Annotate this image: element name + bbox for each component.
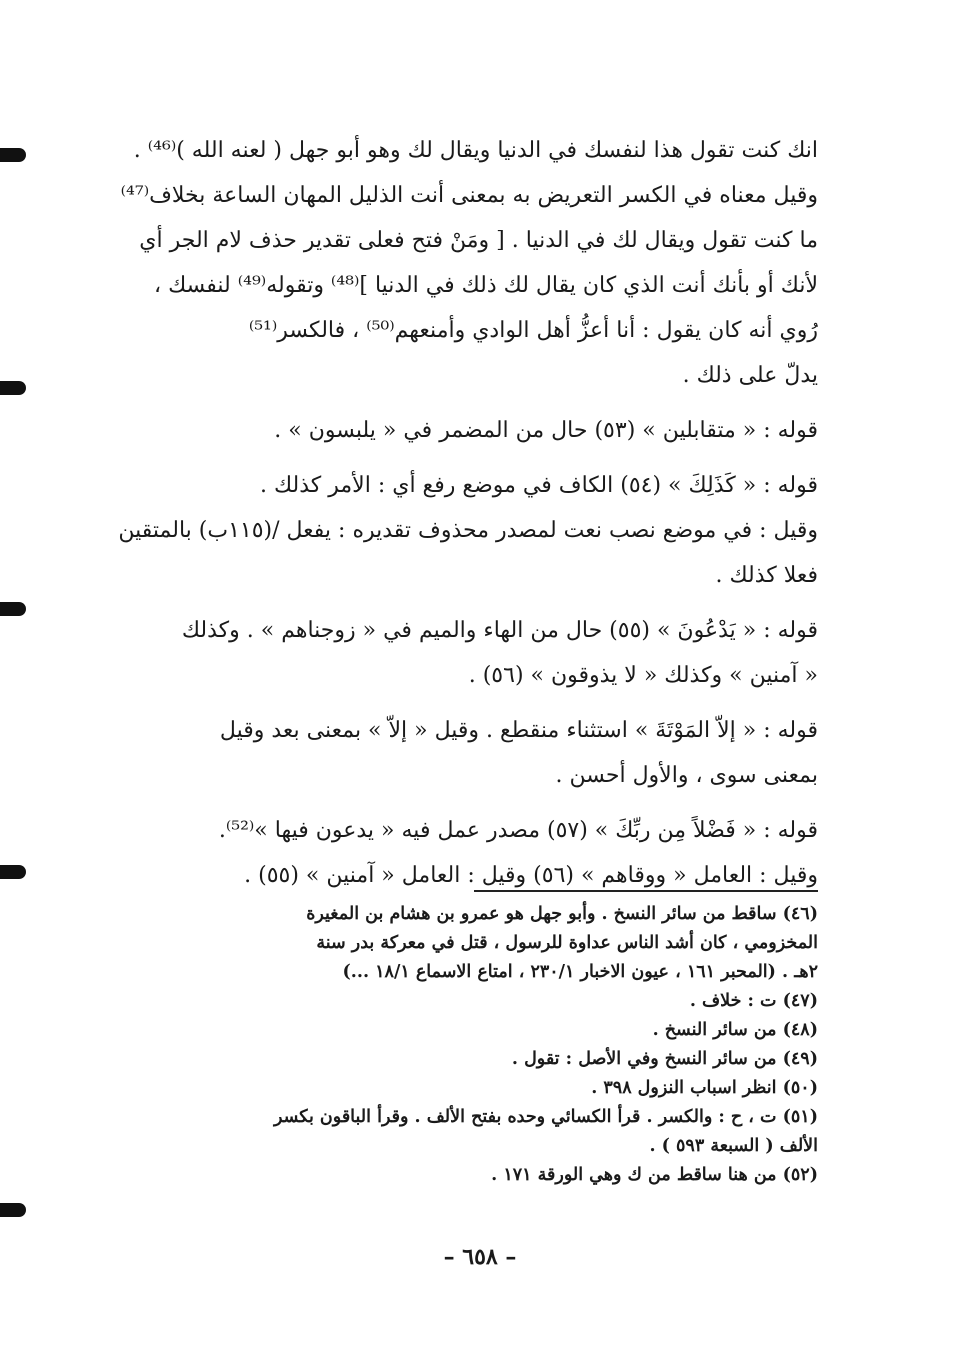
text-line: قوله : « إلاّ المَوْتَةَ » استثناء منقطع . وقيل « إلاّ » بمعنى بعد وقيل (219, 718, 818, 743)
footnote-line: (٥١) ت ، ح : والكسر . قرأ الكسائي وحده بفتح الألف . وقرأ الباقون بكسر (274, 1107, 818, 1127)
page-edge-mark (0, 865, 26, 879)
text-line: لأنك أو بأنك أنت الذي كان يقال لك ذلك في الدنيا ]⁽⁴⁸⁾ وتقوله⁽⁴⁹⁾ لنفسك ، (154, 273, 818, 298)
footnote-line: الألف ( السبعة ٥٩٣ ) . (649, 1136, 818, 1156)
text-line: قوله : « يَدْعُونَ » (٥٥) حال من الهاء والميم في « زوجناهم » . وكذلك (181, 618, 818, 643)
footnote-line: (٤٦) ساقط من سائر النسخ . وأبو جهل هو عمرو بن هشام بن المغيرة (306, 904, 818, 924)
footnote-line: المخزومي ، كان أشد الناس عداوة للرسول ، قتل في معركة بدر سنة (316, 933, 818, 953)
page-number: – ٦٥٨ – (443, 1244, 517, 1270)
footnote-47 (118, 987, 818, 1016)
footnote-line: (٥٢) من هنا ساقط من ك وهي الورقة ١٧١ . (491, 1165, 818, 1185)
footnote-46 (118, 900, 818, 987)
footnote-line: (٥٠) انظر اسباب النزول ٣٩٨ . (591, 1078, 818, 1098)
text-line: قوله : « كَذَلِكَ » (٥٤) الكاف في موضع رفع أي : الأمر كذلك . (260, 473, 818, 498)
paragraph (118, 408, 818, 453)
text-line: قوله : « فَضْلاً مِن ربِّكَ » (٥٧) مصدر عمل فيه « يدعون فيها »⁽⁵²⁾. (218, 818, 818, 843)
text-line: وقيل : العامل « ووقاهم » (٥٦) وقيل : العامل « آمنين » (٥٥) . (244, 863, 818, 888)
footnote-line: (٤٨) من سائر النسخ . (652, 1020, 818, 1040)
paragraph (118, 708, 818, 798)
text-line: يدلّ على ذلك . (682, 363, 818, 388)
text-line: فعلا كذلك . (715, 563, 818, 588)
footnote-line: (٤٧) ت : خلاف . (689, 991, 818, 1011)
paragraph (118, 128, 818, 398)
text-line: قوله : « متقابلين » (٥٣) حال من المضمر في « يلبسون » . (274, 418, 818, 443)
text-line: بمعنى سوى ، والأول أحسن . (555, 763, 818, 788)
text-line: رُوي أنه كان يقول : أنا أعزُّ أهل الوادي وأمنعهم⁽⁵⁰⁾ ، فالكسر⁽⁵¹⁾ (248, 318, 818, 343)
footnote-51 (118, 1103, 818, 1161)
page-edge-mark (0, 602, 26, 616)
paragraph (118, 608, 818, 698)
text-line: وقيل : في موضع نصب نعت لمصدر محذوف تقديره : يفعل /(١١٥ب) بالمتقين (118, 518, 818, 543)
footnotes (118, 900, 818, 1190)
footnote-49 (118, 1045, 818, 1074)
footnote-52 (118, 1161, 818, 1190)
page-edge-mark (0, 1203, 26, 1217)
paragraph (118, 808, 818, 898)
footnote-line: ٢هـ . (المحبر ١٦١ ، عيون الاخبار ٢٣٠/١ ، امتاع الاسماع ١٨/١ ...) (342, 962, 818, 982)
page-edge-mark (0, 148, 26, 162)
text-line: ما كنت تقول ويقال لك في الدنيا . [ ومَنْ فتح فعلى تقدير حذف لام الجر أي (139, 228, 818, 253)
footnote-48 (118, 1016, 818, 1045)
text-line: « آمنين » وكذلك « لا يذوقون » (٥٦) . (468, 663, 818, 688)
text-line: وقيل معناه في الكسر التعريض به بمعنى أنت الذليل المهان الساعة بخلاف⁽⁴⁷⁾ (120, 183, 818, 208)
page-edge-mark (0, 381, 26, 395)
text-line: انك كنت تقول هذا لنفسك في الدنيا ويقال لك وهو أبو جهل ( لعنه الله )⁽⁴⁶⁾ . (133, 138, 818, 163)
main-text (118, 128, 818, 898)
footnote-line: (٤٩) من سائر النسخ وفي الأصل : تقول . (511, 1049, 818, 1069)
paragraph (118, 463, 818, 598)
footnote-50 (118, 1074, 818, 1103)
footnote-separator (474, 890, 818, 892)
